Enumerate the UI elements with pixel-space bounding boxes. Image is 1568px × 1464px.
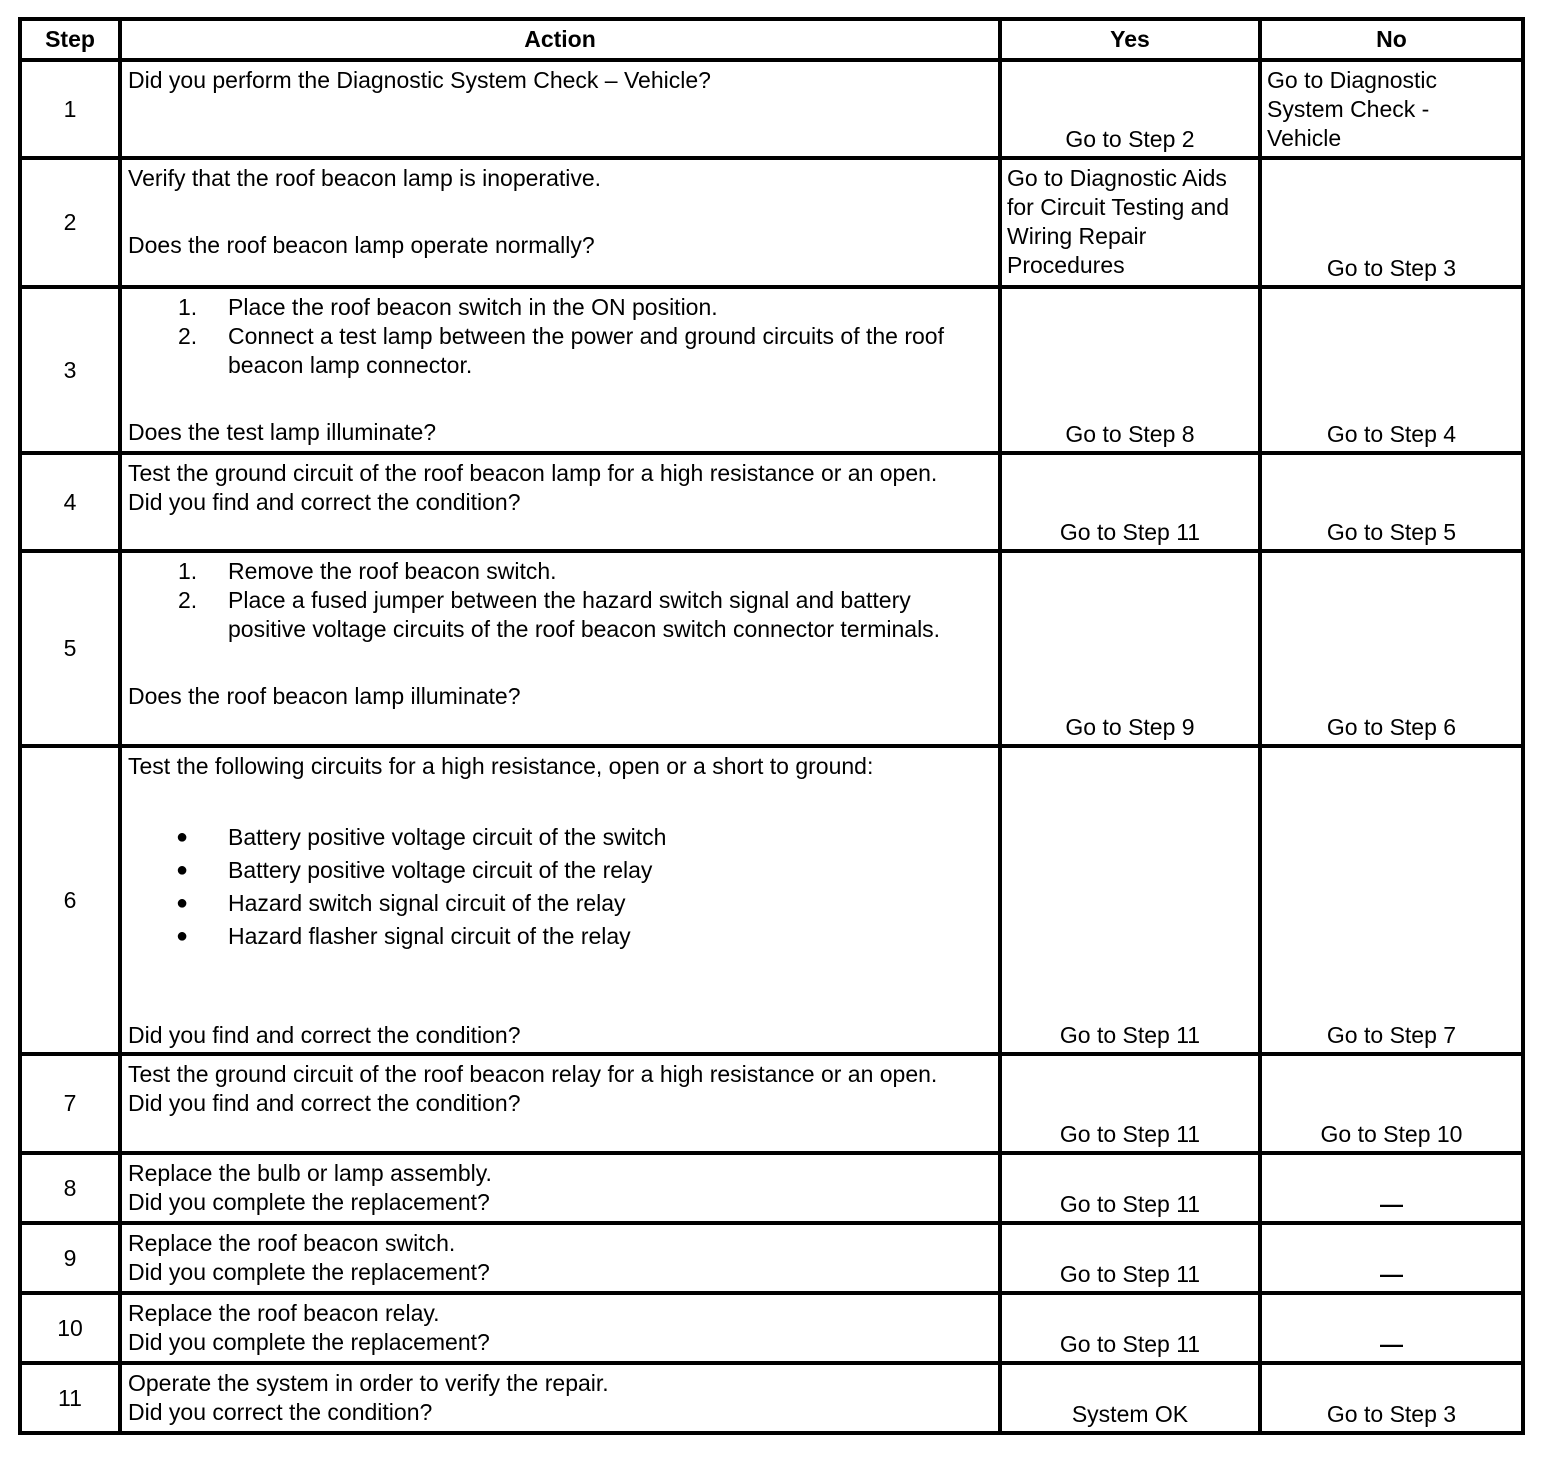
list-item: 2. Connect a test lamp between the power and ground circuits of the roof beacon lamp connector. xyxy=(178,323,944,378)
list-item: 2. Place a fused jumper between the hazard switch signal and battery positive voltage circuits of the roof beacon switch connector terminals. xyxy=(178,587,941,642)
action-question: Did you correct the condition? xyxy=(128,1399,433,1425)
yes-cell: Go to Step 11 xyxy=(1000,1153,1260,1223)
action-text: Verify that the roof beacon lamp is inoperative. xyxy=(128,165,602,191)
header-step: Step xyxy=(20,19,120,60)
no-cell: Go to Step 3 xyxy=(1260,1363,1523,1433)
no-cell: Go to Step 5 xyxy=(1260,453,1523,551)
step-number: 9 xyxy=(20,1223,120,1293)
action-cell xyxy=(120,60,1000,158)
step-number: 3 xyxy=(20,287,120,453)
action-question: Does the test lamp illuminate? xyxy=(128,419,437,445)
list-item: ● Battery positive voltage circuit of the switch xyxy=(176,824,667,850)
action-question: Did you complete the replacement? xyxy=(128,1189,490,1215)
no-cell xyxy=(1260,60,1523,158)
action-text: Replace the roof beacon switch. xyxy=(128,1230,456,1256)
no-cell: Go to Step 6 xyxy=(1260,551,1523,746)
list-item: ● Battery positive voltage circuit of the relay xyxy=(176,857,653,883)
yes-cell xyxy=(1000,158,1260,287)
action-cell xyxy=(120,158,1000,287)
action-cell xyxy=(120,1293,1000,1363)
yes-cell: Go to Step 9 xyxy=(1000,551,1260,746)
diagnostic-table xyxy=(18,17,1525,1435)
yes-text: Go to Diagnostic Aids for Circuit Testing and Wiring Repair Procedures xyxy=(1007,165,1230,278)
list-item: 1. Place the roof beacon switch in the ON position. xyxy=(178,294,718,320)
action-text: Test the following circuits for a high resistance, open or a short to ground: xyxy=(128,753,874,779)
action-question: Did you find and correct the condition? xyxy=(128,1090,521,1116)
header-no: No xyxy=(1260,19,1523,60)
action-question: Did you find and correct the condition? xyxy=(128,489,521,515)
table-row xyxy=(20,1054,1523,1153)
action-question: Did you complete the replacement? xyxy=(128,1259,490,1285)
action-text: Operate the system in order to verify the repair. xyxy=(128,1370,609,1396)
numbered-list xyxy=(128,293,992,380)
header-yes: Yes xyxy=(1000,19,1260,60)
action-cell xyxy=(120,1054,1000,1153)
step-number: 5 xyxy=(20,551,120,746)
step-number: 11 xyxy=(20,1363,120,1433)
step-number: 7 xyxy=(20,1054,120,1153)
action-cell xyxy=(120,453,1000,551)
step-number: 10 xyxy=(20,1293,120,1363)
action-text: Test the ground circuit of the roof beacon lamp for a high resistance or an open. xyxy=(128,460,938,486)
action-cell xyxy=(120,1153,1000,1223)
step-number: 6 xyxy=(20,746,120,1054)
step-number: 1 xyxy=(20,60,120,158)
no-cell: Go to Step 7 xyxy=(1260,746,1523,1054)
no-cell: Go to Step 3 xyxy=(1260,158,1523,287)
yes-cell: Go to Step 8 xyxy=(1000,287,1260,453)
list-item: ● Hazard switch signal circuit of the relay xyxy=(176,890,626,916)
yes-cell: Go to Step 11 xyxy=(1000,1293,1260,1363)
yes-cell: Go to Step 11 xyxy=(1000,1223,1260,1293)
table-row xyxy=(20,60,1523,158)
action-cell xyxy=(120,1223,1000,1293)
table-row xyxy=(20,1293,1523,1363)
list-item: ● Hazard flasher signal circuit of the relay xyxy=(176,923,631,949)
no-cell: Go to Step 4 xyxy=(1260,287,1523,453)
no-text: Go to Diagnostic System Check - Vehicle xyxy=(1267,67,1438,151)
step-number: 2 xyxy=(20,158,120,287)
yes-cell: Go to Step 11 xyxy=(1000,1054,1260,1153)
action-question: Does the roof beacon lamp operate normally? xyxy=(128,232,595,258)
no-cell: — xyxy=(1260,1153,1523,1223)
header-action: Action xyxy=(120,19,1000,60)
action-question: Did you find and correct the condition? xyxy=(128,1022,521,1048)
bulleted-list xyxy=(128,823,992,951)
action-cell xyxy=(120,287,1000,453)
action-cell xyxy=(120,551,1000,746)
yes-cell: Go to Step 11 xyxy=(1000,746,1260,1054)
action-question: Did you complete the replacement? xyxy=(128,1329,490,1355)
no-cell: — xyxy=(1260,1223,1523,1293)
numbered-list xyxy=(128,557,992,644)
action-cell xyxy=(120,1363,1000,1433)
action-text: Test the ground circuit of the roof beacon relay for a high resistance or an open. xyxy=(128,1061,938,1087)
table-row xyxy=(20,287,1523,453)
table-row xyxy=(20,746,1523,1054)
table-row xyxy=(20,453,1523,551)
action-text: Replace the roof beacon relay. xyxy=(128,1300,440,1326)
table-row xyxy=(20,1223,1523,1293)
table-row xyxy=(20,551,1523,746)
no-cell: Go to Step 10 xyxy=(1260,1054,1523,1153)
step-number: 4 xyxy=(20,453,120,551)
action-text: Did you perform the Diagnostic System Check – Vehicle? xyxy=(128,67,711,93)
yes-cell: System OK xyxy=(1000,1363,1260,1433)
step-number: 8 xyxy=(20,1153,120,1223)
action-cell xyxy=(120,746,1000,1054)
action-text: Replace the bulb or lamp assembly. xyxy=(128,1160,492,1186)
table-row xyxy=(20,1363,1523,1433)
table-row xyxy=(20,1153,1523,1223)
no-cell: — xyxy=(1260,1293,1523,1363)
header-row xyxy=(20,19,1523,60)
list-item: 1. Remove the roof beacon switch. xyxy=(178,558,557,584)
yes-cell: Go to Step 11 xyxy=(1000,453,1260,551)
action-question: Does the roof beacon lamp illuminate? xyxy=(128,683,521,709)
yes-cell: Go to Step 2 xyxy=(1000,60,1260,158)
table-row xyxy=(20,158,1523,287)
